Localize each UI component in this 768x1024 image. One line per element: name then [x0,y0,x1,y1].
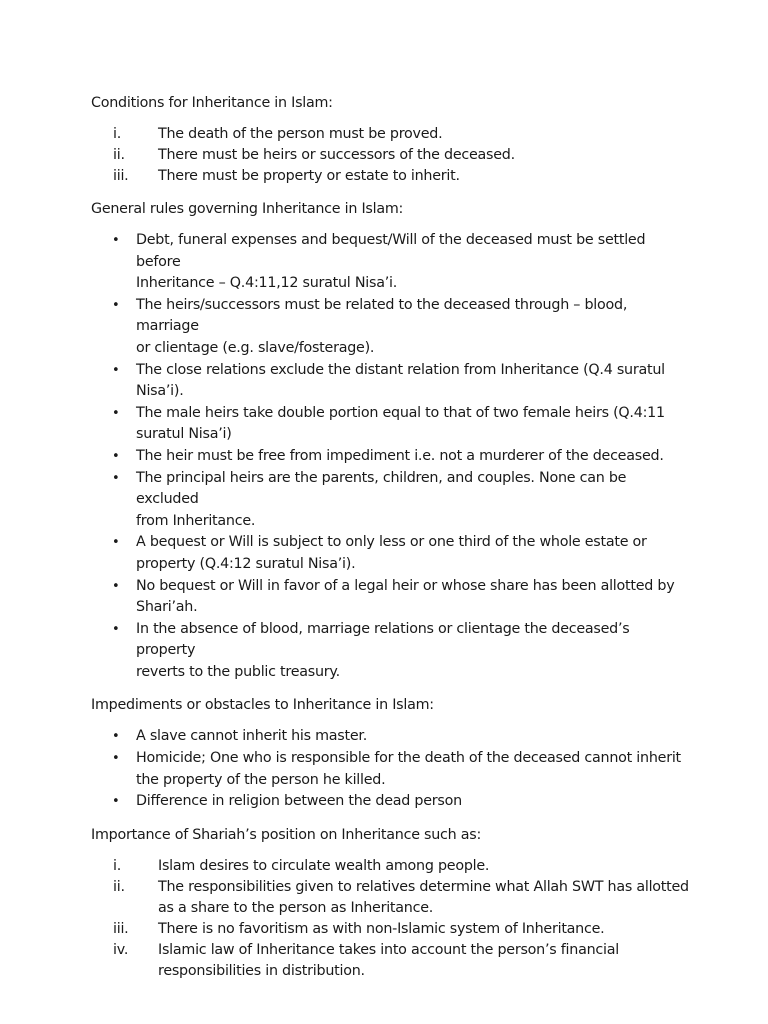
list-item-line: as a share to the person as Inheritance. [158,899,434,916]
section-heading-importance: Importance of Shariah’s position on Inheritance such as: [91,826,482,843]
list-marker: iii. [113,920,129,937]
list-item-line: or clientage (e.g. slave/fosterage). [136,339,375,356]
list-item-line: The responsibilities given to relatives determine what Allah SWT has allotted [158,878,689,895]
list-marker: i. [113,857,122,874]
general-rules-list [91,230,691,683]
list-item [91,726,691,748]
list-item-line: Homicide; One who is responsible for the death of the deceased cannot inherit [136,750,681,767]
list-marker: iv. [113,941,129,958]
list-item [91,619,691,684]
bullet-icon: • [112,362,120,378]
bullet-icon: • [112,535,120,551]
impediments-list [91,726,691,812]
list-marker: ii. [113,147,125,163]
bullet-icon: • [112,729,120,745]
list-item-line: Nisa’i). [136,383,184,400]
list-marker: ii. [113,878,125,895]
list-item-line: property (Q.4:12 suratul Nisa’i). [136,555,356,572]
list-item [91,145,691,166]
list-item-text: There must be heirs or successors of the deceased. [158,147,515,163]
list-item-text: The death of the person must be proved. [158,126,443,142]
list-item-line: the property of the person he killed. [136,771,386,788]
list-item [91,166,691,187]
bullet-icon: • [112,794,120,810]
list-item [91,403,691,446]
list-item-line: reverts to the public treasury. [136,663,340,680]
list-item-line: A slave cannot inherit his master. [136,728,368,745]
bullet-icon: • [112,233,120,248]
list-item [91,748,691,791]
bullet-icon: • [112,405,120,421]
list-item-line: In the absence of blood, marriage relations or clientage the deceased’s property [136,620,630,659]
document-page [91,93,691,982]
list-item-line: A bequest or Will is subject to only less or one third of the whole estate or [136,534,647,551]
list-marker: i. [113,126,122,142]
list-item [91,919,691,940]
bullet-icon: • [112,470,120,486]
list-item [91,532,691,575]
list-item-line: The heir must be free from impediment i.e. not a murderer of the deceased. [136,447,664,464]
importance-list [91,856,691,982]
list-item-text: There must be property or estate to inherit. [158,168,460,184]
conditions-list [91,124,691,187]
list-item [91,856,691,877]
list-item-line: Debt, funeral expenses and bequest/Will of the deceased must be settled before [136,232,646,270]
list-item [91,446,691,468]
list-item [91,230,691,295]
list-item-line: Shari’ah. [136,599,198,616]
list-item-line: There is no favoritism as with non-Islamic system of Inheritance. [158,920,605,937]
list-item-line: from Inheritance. [136,512,256,529]
list-item-line: Islamic law of Inheritance takes into account the person’s financial [158,941,619,958]
list-item-line: The close relations exclude the distant relation from Inheritance (Q.4 suratul [136,361,665,378]
list-item [91,940,691,982]
list-item [91,360,691,403]
bullet-icon: • [112,578,120,594]
list-item [91,295,691,360]
list-item-line: The principal heirs are the parents, children, and couples. None can be excluded [136,469,627,508]
bullet-icon: • [112,448,120,464]
list-item-line: responsibilities in distribution. [158,962,365,979]
list-item [91,576,691,619]
list-item-line: Inheritance – Q.4:11,12 suratul Nisa’i. [136,275,398,292]
section-heading-conditions: Conditions for Inheritance in Islam: [91,95,333,111]
list-item [91,468,691,533]
list-item-line: No bequest or Will in favor of a legal heir or whose share has been allotted by [136,577,675,594]
list-marker: iii. [113,168,129,184]
bullet-icon: • [112,751,120,767]
section-heading-impediments: Impediments or obstacles to Inheritance in Islam: [91,697,434,714]
list-item-line: Difference in religion between the dead person [136,793,462,810]
bullet-icon: • [112,297,120,313]
list-item-line: The heirs/successors must be related to the deceased through – blood, marriage [136,296,628,335]
list-item [91,877,691,919]
list-item-line: Islam desires to circulate wealth among people. [158,857,490,874]
bullet-icon: • [112,621,120,637]
list-item-line: suratul Nisa’i) [136,426,232,443]
list-item [91,791,691,813]
list-item-line: The male heirs take double portion equal to that of two female heirs (Q.4:11 [136,404,665,421]
section-heading-general-rules: General rules governing Inheritance in Islam: [91,201,404,217]
list-item [91,124,691,145]
